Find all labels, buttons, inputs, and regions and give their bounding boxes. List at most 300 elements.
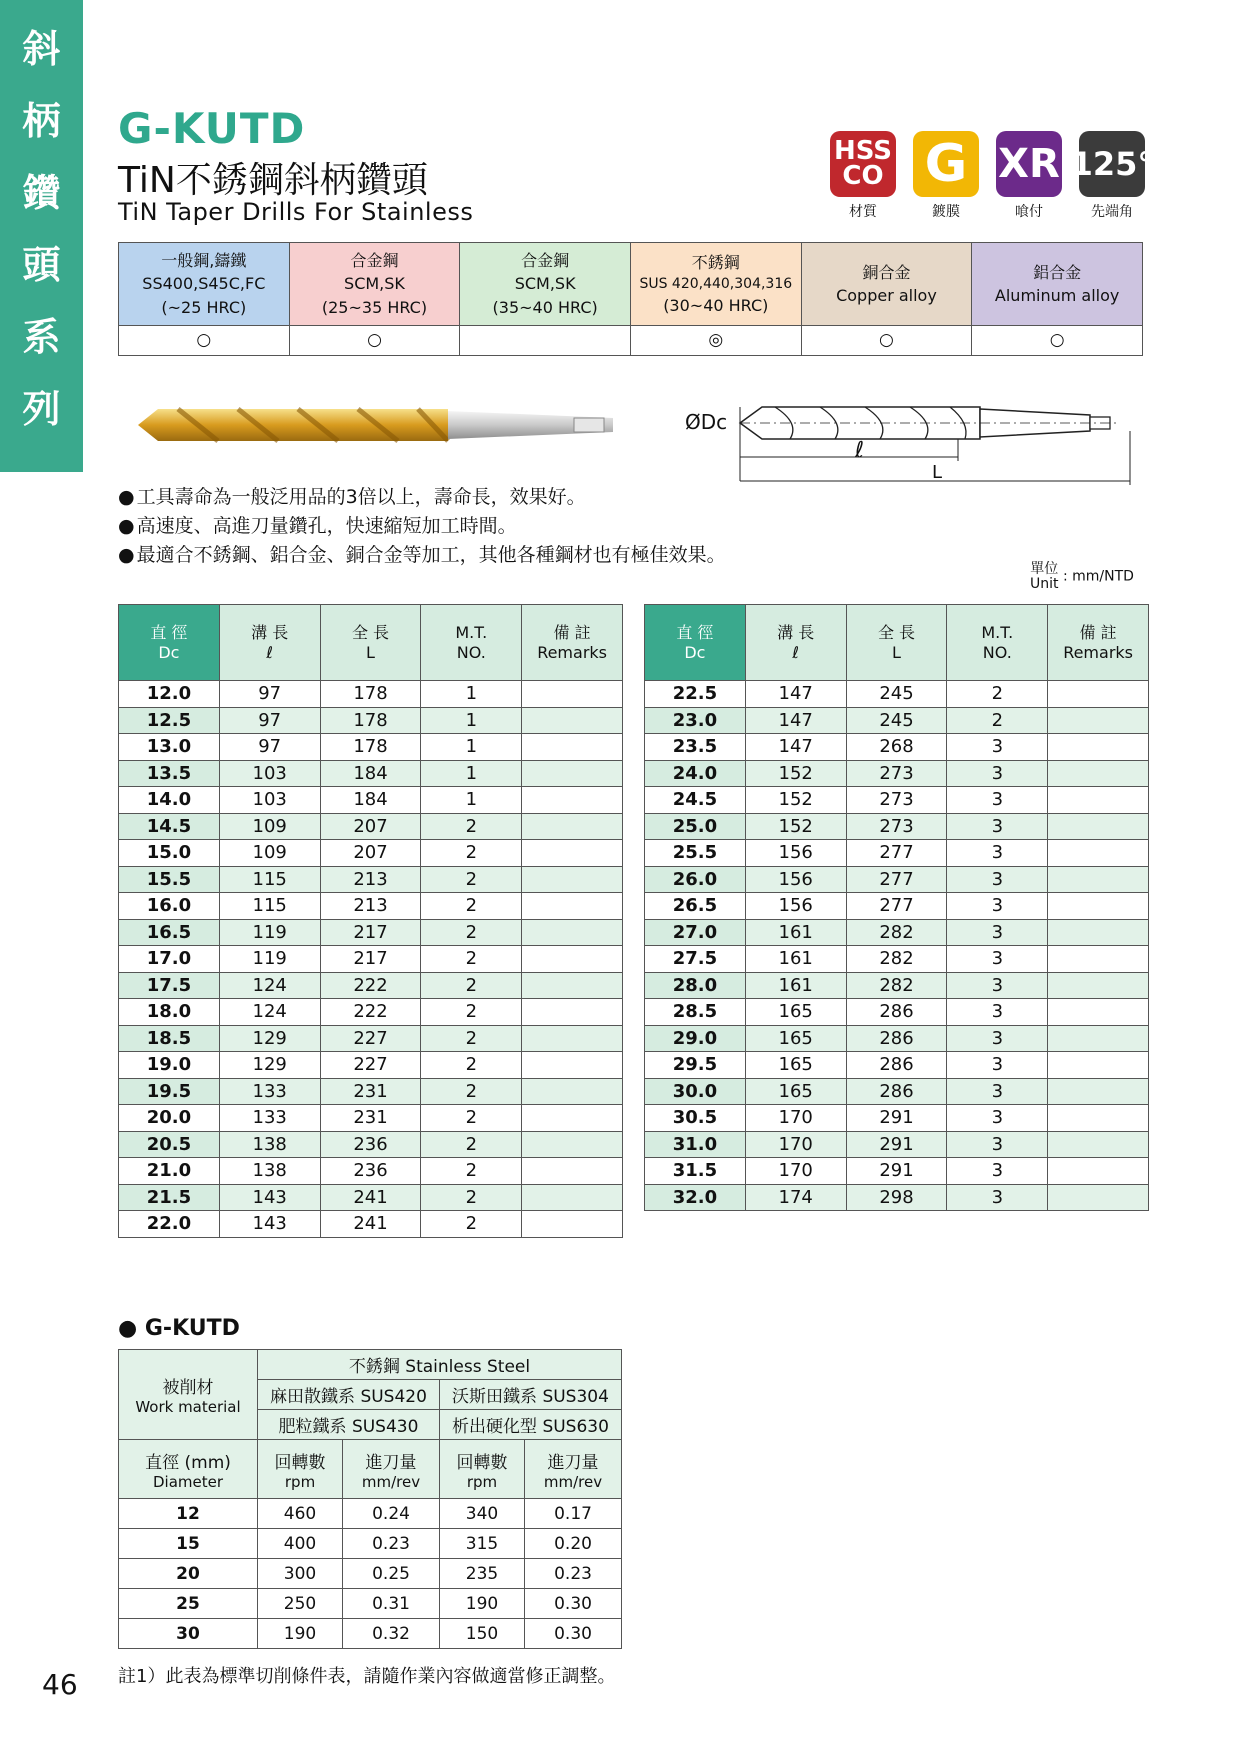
- diameter-cell: 25.5: [645, 840, 746, 867]
- flute-length-cell: 165: [745, 1078, 846, 1105]
- overall-length-cell: 231: [320, 1078, 421, 1105]
- diameter-cell: 12: [119, 1499, 258, 1529]
- diameter-cell: 13.0: [119, 734, 220, 761]
- remarks-cell: [1048, 1184, 1149, 1211]
- overall-length-cell: 178: [320, 681, 421, 708]
- column-header-zh: 溝 長: [251, 623, 289, 643]
- suitability-mark: ○: [801, 326, 972, 356]
- spec-row: [119, 1131, 623, 1158]
- suitability-mark: ◎: [630, 326, 801, 356]
- rpm-cell: 400: [258, 1529, 343, 1559]
- diameter-header: [119, 1440, 258, 1499]
- overall-length-cell: 286: [846, 999, 947, 1026]
- flute-length-cell: 161: [745, 972, 846, 999]
- overall-length-cell: 291: [846, 1158, 947, 1185]
- material-group: 麻田散鐵系 SUS420: [258, 1380, 440, 1410]
- remarks-cell: [522, 893, 623, 920]
- overall-length-cell: 282: [846, 946, 947, 973]
- overall-length-cell: 222: [320, 972, 421, 999]
- overall-length-cell: 291: [846, 1131, 947, 1158]
- material-group: 析出硬化型 SUS630: [439, 1410, 621, 1440]
- spec-row: [645, 919, 1149, 946]
- diameter-cell: 27.0: [645, 919, 746, 946]
- spec-row: [645, 1158, 1149, 1185]
- diameter-cell: 25: [119, 1589, 258, 1619]
- flute-length-cell: 143: [219, 1184, 320, 1211]
- morse-taper-cell: 2: [421, 1052, 522, 1079]
- xr-badge: XR: [996, 131, 1062, 197]
- feed-cell: 0.23: [525, 1559, 622, 1589]
- spec-row: [119, 1158, 623, 1185]
- morse-taper-cell: 2: [421, 946, 522, 973]
- column-header-zh: 直 徑: [150, 623, 188, 643]
- column-header-zh: 備 註: [1079, 623, 1117, 643]
- spec-row: [119, 1025, 623, 1052]
- side-category-bar: [0, 0, 83, 472]
- diameter-cell: 31.0: [645, 1131, 746, 1158]
- flute-length-cell: 97: [219, 707, 320, 734]
- side-char: 頭: [22, 243, 61, 287]
- spec-row: [119, 840, 623, 867]
- material-hardness: (35~40 HRC): [492, 297, 598, 317]
- morse-taper-cell: 3: [947, 734, 1048, 761]
- page-number: 46: [42, 1668, 78, 1701]
- diameter-cell: 13.5: [119, 760, 220, 787]
- overall-length-cell: 184: [320, 760, 421, 787]
- spec-row: [119, 866, 623, 893]
- product-title-en: TiN Taper Drills For Stainless: [118, 198, 474, 226]
- morse-taper-cell: 2: [947, 707, 1048, 734]
- overall-length-cell: 286: [846, 1052, 947, 1079]
- column-header: [947, 605, 1048, 681]
- flute-length-cell: 147: [745, 681, 846, 708]
- morse-taper-cell: 3: [947, 1025, 1048, 1052]
- diameter-cell: 26.0: [645, 866, 746, 893]
- feature-item: ● 最適合不銹鋼、鋁合金、銅合金等加工，其他各種鋼材也有極佳效果。: [118, 541, 726, 570]
- cutting-conditions-table: [118, 1349, 622, 1649]
- feed-header: [525, 1440, 622, 1499]
- overall-length-cell: 277: [846, 840, 947, 867]
- flute-length-cell: 165: [745, 999, 846, 1026]
- cutting-row: [119, 1589, 622, 1619]
- diameter-cell: 14.0: [119, 787, 220, 814]
- remarks-cell: [522, 681, 623, 708]
- spec-row: [119, 999, 623, 1026]
- overall-length-cell: 217: [320, 919, 421, 946]
- point-angle-badge: 125°: [1079, 131, 1145, 197]
- material-name: 一般鋼,鑄鐵: [161, 251, 247, 271]
- morse-taper-cell: 2: [421, 1131, 522, 1158]
- column-header-zh: M.T.: [981, 623, 1014, 643]
- hss-co-badge: [830, 131, 896, 197]
- remarks-cell: [1048, 1078, 1149, 1105]
- material-group: 沃斯田鐵系 SUS304: [439, 1380, 621, 1410]
- material-name: 銅合金: [862, 262, 911, 282]
- flute-length-cell: 174: [745, 1184, 846, 1211]
- feed-header-zh: 進刀量: [365, 1452, 417, 1473]
- morse-taper-cell: 2: [421, 813, 522, 840]
- flute-length-label: ℓ: [855, 438, 865, 463]
- remarks-cell: [1048, 972, 1149, 999]
- diameter-cell: 14.5: [119, 813, 220, 840]
- diameter-cell: 21.5: [119, 1184, 220, 1211]
- morse-taper-cell: 2: [421, 866, 522, 893]
- spec-row: [119, 1078, 623, 1105]
- overall-length-cell: 273: [846, 813, 947, 840]
- diameter-label: ØDc: [685, 410, 728, 434]
- column-header-zh: 溝 長: [777, 623, 815, 643]
- flute-length-cell: 133: [219, 1105, 320, 1132]
- spec-row: [119, 1184, 623, 1211]
- overall-length-cell: 268: [846, 734, 947, 761]
- badge-caption: 材質: [849, 204, 877, 220]
- column-header-en: Remarks: [1063, 642, 1133, 662]
- flute-length-cell: 115: [219, 866, 320, 893]
- diameter-cell: 28.0: [645, 972, 746, 999]
- remarks-cell: [1048, 707, 1149, 734]
- flute-length-cell: 170: [745, 1158, 846, 1185]
- cutting-heading-text: G-KUTD: [144, 1316, 240, 1341]
- column-header-en: Dc: [684, 642, 706, 662]
- feed-header-zh: 進刀量: [547, 1452, 599, 1473]
- drill-dimension-drawing: [680, 395, 1135, 495]
- overall-length-cell: 277: [846, 893, 947, 920]
- remarks-cell: [1048, 866, 1149, 893]
- flute-length-cell: 103: [219, 760, 320, 787]
- column-header-zh: 備 註: [553, 623, 591, 643]
- column-header: [119, 605, 220, 681]
- badge-caption: 鍍膜: [932, 204, 960, 220]
- flute-length-cell: 147: [745, 707, 846, 734]
- rpm-cell: 190: [439, 1589, 524, 1619]
- morse-taper-cell: 2: [421, 1158, 522, 1185]
- spec-row: [119, 1211, 623, 1238]
- remarks-cell: [522, 1025, 623, 1052]
- flute-length-cell: 161: [745, 919, 846, 946]
- remarks-cell: [522, 840, 623, 867]
- badge-caption: 喰付: [1015, 204, 1043, 220]
- overall-length-cell: 222: [320, 999, 421, 1026]
- rpm-cell: 150: [439, 1619, 524, 1649]
- flute-length-cell: 97: [219, 681, 320, 708]
- morse-taper-cell: 3: [947, 813, 1048, 840]
- column-header-zh: 直 徑: [676, 623, 714, 643]
- morse-taper-cell: 2: [421, 1078, 522, 1105]
- remarks-cell: [522, 1105, 623, 1132]
- diameter-header-zh: 直徑 (mm): [145, 1452, 231, 1473]
- flute-length-cell: 115: [219, 893, 320, 920]
- unit-label-en: Unit: [1030, 575, 1059, 592]
- morse-taper-cell: 2: [421, 1184, 522, 1211]
- drill-photo: [118, 385, 638, 465]
- material-grades: SCM,SK: [514, 274, 576, 294]
- remarks-cell: [522, 972, 623, 999]
- overall-length-cell: 178: [320, 707, 421, 734]
- morse-taper-cell: 2: [421, 1105, 522, 1132]
- overall-length-label: L: [932, 462, 943, 483]
- spec-row: [645, 999, 1149, 1026]
- bullet-dot: ●: [118, 1316, 138, 1341]
- morse-taper-cell: 3: [947, 946, 1048, 973]
- material-hardness: (25~35 HRC): [321, 297, 428, 317]
- side-char: 柄: [22, 99, 61, 143]
- suitability-mark: ○: [289, 326, 460, 356]
- diameter-cell: 19.0: [119, 1052, 220, 1079]
- overall-length-cell: 277: [846, 866, 947, 893]
- column-header-en: L: [892, 642, 901, 662]
- remarks-cell: [522, 999, 623, 1026]
- diameter-cell: 22.5: [645, 681, 746, 708]
- diameter-cell: 26.5: [645, 893, 746, 920]
- material-cell: [119, 243, 290, 326]
- spec-row: [119, 893, 623, 920]
- overall-length-cell: 245: [846, 681, 947, 708]
- column-header-en: ℓ: [792, 642, 799, 662]
- stainless-header: 不銹鋼 Stainless Steel: [258, 1350, 622, 1380]
- badge-text: CO: [842, 161, 884, 191]
- morse-taper-cell: 3: [947, 1078, 1048, 1105]
- remarks-cell: [1048, 1158, 1149, 1185]
- column-header-zh: 全 長: [877, 623, 916, 643]
- rpm-header-en: rpm: [466, 1472, 498, 1491]
- flute-length-cell: 161: [745, 946, 846, 973]
- material-hardness: (~25 HRC): [161, 297, 247, 317]
- product-code: G-KUTD: [118, 104, 306, 153]
- overall-length-cell: 207: [320, 813, 421, 840]
- rpm-cell: 190: [258, 1619, 343, 1649]
- diameter-cell: 21.0: [119, 1158, 220, 1185]
- diameter-cell: 16.5: [119, 919, 220, 946]
- spec-row: [645, 1131, 1149, 1158]
- feed-header: [343, 1440, 440, 1499]
- overall-length-cell: 236: [320, 1158, 421, 1185]
- flute-length-cell: 156: [745, 840, 846, 867]
- morse-taper-cell: 3: [947, 1052, 1048, 1079]
- morse-taper-cell: 2: [421, 972, 522, 999]
- overall-length-cell: 227: [320, 1052, 421, 1079]
- remarks-cell: [1048, 1052, 1149, 1079]
- material-cell: [289, 243, 460, 326]
- remarks-cell: [522, 1131, 623, 1158]
- remarks-cell: [522, 946, 623, 973]
- column-header: [421, 605, 522, 681]
- remarks-cell: [522, 919, 623, 946]
- spec-row: [645, 1105, 1149, 1132]
- flute-length-cell: 152: [745, 813, 846, 840]
- overall-length-cell: 227: [320, 1025, 421, 1052]
- work-material-en: Work material: [135, 1398, 241, 1416]
- cutting-row: [119, 1559, 622, 1589]
- rpm-header: [258, 1440, 343, 1499]
- spec-row: [119, 681, 623, 708]
- flute-length-cell: 97: [219, 734, 320, 761]
- overall-length-cell: 236: [320, 1131, 421, 1158]
- remarks-cell: [1048, 1131, 1149, 1158]
- rpm-cell: 250: [258, 1589, 343, 1619]
- diameter-cell: 30.5: [645, 1105, 746, 1132]
- column-header-en: Dc: [158, 642, 180, 662]
- remarks-cell: [522, 707, 623, 734]
- feature-item: ● 高速度、高進刀量鑽孔，快速縮短加工時間。: [118, 512, 726, 541]
- footnote: 註1）此表為標準切削條件表，請隨作業內容做適當修正調整。: [118, 1666, 616, 1687]
- morse-taper-cell: 3: [947, 972, 1048, 999]
- spec-row: [645, 1184, 1149, 1211]
- overall-length-cell: 286: [846, 1078, 947, 1105]
- cutting-row: [119, 1529, 622, 1559]
- diameter-cell: 20.5: [119, 1131, 220, 1158]
- rpm-header-zh: 回轉數: [456, 1452, 508, 1473]
- spec-row: [645, 1078, 1149, 1105]
- diameter-cell: 16.0: [119, 893, 220, 920]
- unit-value: : mm/NTD: [1062, 568, 1134, 585]
- flute-length-cell: 152: [745, 760, 846, 787]
- remarks-cell: [1048, 1105, 1149, 1132]
- remarks-cell: [522, 1211, 623, 1238]
- unit-label-zh: 單位: [1030, 561, 1059, 577]
- feed-header-en: mm/rev: [361, 1472, 421, 1491]
- column-header-zh: 全 長: [351, 623, 390, 643]
- flute-length-cell: 147: [745, 734, 846, 761]
- rpm-header-zh: 回轉數: [274, 1452, 326, 1473]
- diameter-cell: 15.5: [119, 866, 220, 893]
- flute-length-cell: 143: [219, 1211, 320, 1238]
- morse-taper-cell: 1: [421, 707, 522, 734]
- spec-row: [645, 946, 1149, 973]
- diameter-cell: 20: [119, 1559, 258, 1589]
- column-header-en: NO.: [982, 642, 1012, 662]
- work-material-zh: 被削材: [162, 1378, 214, 1398]
- spec-row: [645, 1025, 1149, 1052]
- remarks-cell: [1048, 760, 1149, 787]
- morse-taper-cell: 3: [947, 866, 1048, 893]
- overall-length-cell: 298: [846, 1184, 947, 1211]
- flute-length-cell: 165: [745, 1025, 846, 1052]
- cutting-row: [119, 1619, 622, 1649]
- column-header: [522, 605, 623, 681]
- material-cell: [972, 243, 1143, 326]
- remarks-cell: [1048, 946, 1149, 973]
- remarks-cell: [522, 1158, 623, 1185]
- diameter-cell: 20.0: [119, 1105, 220, 1132]
- remarks-cell: [522, 1078, 623, 1105]
- feed-cell: 0.24: [343, 1499, 440, 1529]
- diameter-cell: 12.5: [119, 707, 220, 734]
- remarks-cell: [1048, 840, 1149, 867]
- morse-taper-cell: 2: [421, 919, 522, 946]
- column-header-en: NO.: [456, 642, 486, 662]
- spec-row: [645, 787, 1149, 814]
- diameter-cell: 15.0: [119, 840, 220, 867]
- material-cell: [801, 243, 972, 326]
- remarks-cell: [1048, 919, 1149, 946]
- remarks-cell: [522, 813, 623, 840]
- flute-length-cell: 138: [219, 1158, 320, 1185]
- material-name: 合金鋼: [350, 251, 399, 271]
- feed-cell: 0.20: [525, 1529, 622, 1559]
- spec-row: [119, 707, 623, 734]
- morse-taper-cell: 3: [947, 760, 1048, 787]
- flute-length-cell: 156: [745, 893, 846, 920]
- diameter-cell: 31.5: [645, 1158, 746, 1185]
- flute-length-cell: 156: [745, 866, 846, 893]
- spec-row: [645, 760, 1149, 787]
- flute-length-cell: 109: [219, 813, 320, 840]
- material-name: 不銹鋼: [691, 252, 740, 272]
- diameter-cell: 17.0: [119, 946, 220, 973]
- flute-length-cell: 170: [745, 1105, 846, 1132]
- rpm-cell: 340: [439, 1499, 524, 1529]
- feed-cell: 0.17: [525, 1499, 622, 1529]
- morse-taper-cell: 1: [421, 681, 522, 708]
- spec-row: [645, 840, 1149, 867]
- diameter-cell: 12.0: [119, 681, 220, 708]
- diameter-cell: 19.5: [119, 1078, 220, 1105]
- morse-taper-cell: 3: [947, 893, 1048, 920]
- overall-length-cell: 241: [320, 1184, 421, 1211]
- diameter-cell: 27.5: [645, 946, 746, 973]
- flute-length-cell: 152: [745, 787, 846, 814]
- material-name: 鋁合金: [1033, 262, 1082, 282]
- spec-row: [645, 681, 1149, 708]
- spec-row: [645, 972, 1149, 999]
- feed-cell: 0.31: [343, 1589, 440, 1619]
- flute-length-cell: 124: [219, 972, 320, 999]
- diameter-cell: 23.0: [645, 707, 746, 734]
- spec-row: [119, 760, 623, 787]
- remarks-cell: [1048, 787, 1149, 814]
- work-material-header: [119, 1350, 258, 1440]
- overall-length-cell: 245: [846, 707, 947, 734]
- column-header: [846, 605, 947, 681]
- spec-row: [645, 707, 1149, 734]
- morse-taper-cell: 2: [421, 840, 522, 867]
- overall-length-cell: 291: [846, 1105, 947, 1132]
- flute-length-cell: 133: [219, 1078, 320, 1105]
- morse-taper-cell: 3: [947, 1105, 1048, 1132]
- flute-length-cell: 170: [745, 1131, 846, 1158]
- remarks-cell: [522, 734, 623, 761]
- suitability-mark: ○: [972, 326, 1143, 356]
- overall-length-cell: 282: [846, 919, 947, 946]
- spec-row: [119, 734, 623, 761]
- diameter-cell: 23.5: [645, 734, 746, 761]
- morse-taper-cell: 1: [421, 787, 522, 814]
- spec-row: [119, 1105, 623, 1132]
- remarks-cell: [1048, 893, 1149, 920]
- diameter-cell: 24.5: [645, 787, 746, 814]
- spec-row: [645, 893, 1149, 920]
- overall-length-cell: 231: [320, 1105, 421, 1132]
- spec-table-right: [644, 604, 1149, 1211]
- diameter-cell: 28.5: [645, 999, 746, 1026]
- spec-row: [119, 787, 623, 814]
- flute-length-cell: 138: [219, 1131, 320, 1158]
- spec-row: [119, 813, 623, 840]
- remarks-cell: [1048, 681, 1149, 708]
- feed-cell: 0.30: [525, 1589, 622, 1619]
- flute-length-cell: 109: [219, 840, 320, 867]
- overall-length-cell: 178: [320, 734, 421, 761]
- remarks-cell: [522, 787, 623, 814]
- diameter-cell: 29.0: [645, 1025, 746, 1052]
- rpm-header: [439, 1440, 524, 1499]
- diameter-cell: 32.0: [645, 1184, 746, 1211]
- column-header-en: ℓ: [266, 642, 273, 662]
- diameter-cell: 25.0: [645, 813, 746, 840]
- diameter-cell: 29.5: [645, 1052, 746, 1079]
- overall-length-cell: 213: [320, 866, 421, 893]
- column-header-en: Remarks: [537, 642, 607, 662]
